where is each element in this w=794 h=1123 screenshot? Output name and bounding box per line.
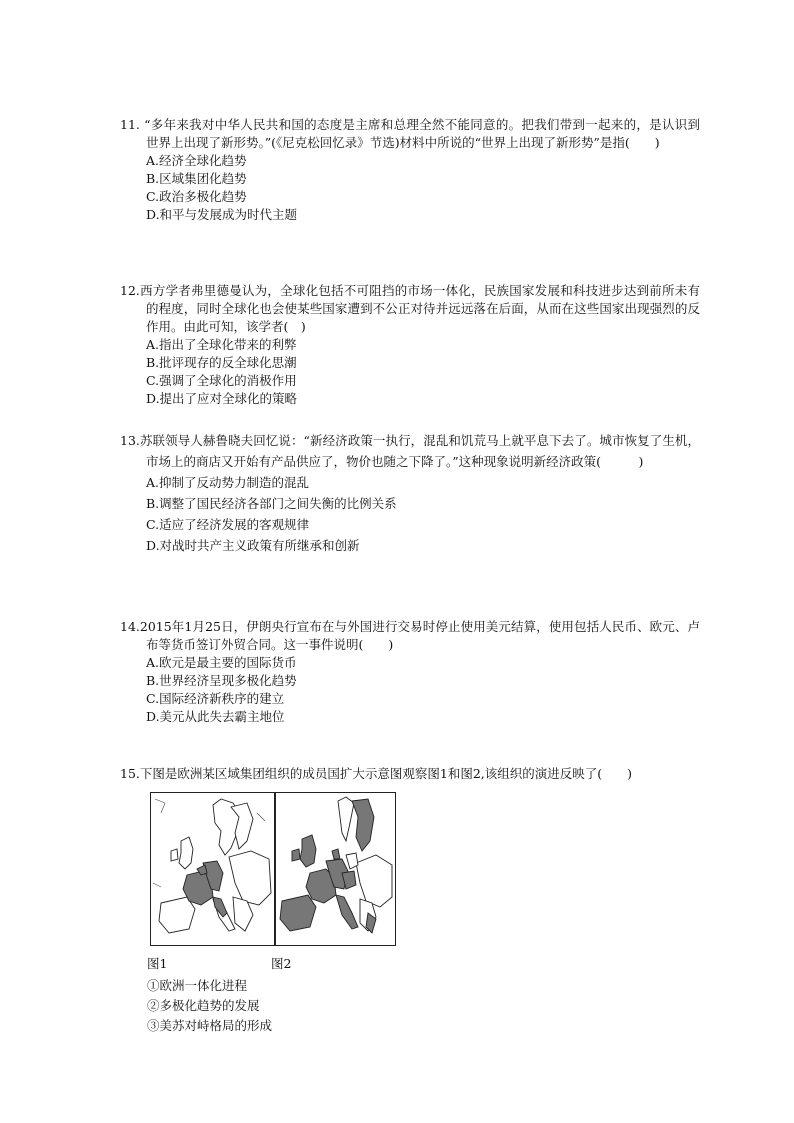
option-b: B.调整了国民经济各部门之间失衡的比例关系 [146, 496, 397, 511]
europe-map-figure-2 [276, 793, 395, 945]
option-a: A.欧元是最主要的国际货币 [146, 655, 297, 670]
europe-map-figure-1 [151, 793, 274, 945]
statement-1: ①欧洲一体化进程 [147, 978, 248, 993]
question-12 [120, 282, 700, 408]
question-stem: 15.下图是欧洲某区域集团组织的成员国扩大示意图观察图1和图2,该组织的演进反映了( ) [120, 766, 633, 781]
question-15 [120, 765, 700, 783]
figure-labels [147, 954, 291, 972]
statement-3: ③美苏对峙格局的形成 [147, 1018, 273, 1033]
option-d: D.对战时共产主义政策有所继承和创新 [146, 538, 360, 553]
question-stem: 13.苏联领导人赫鲁晓夫回忆说：“新经济政策一执行，混乱和饥荒马上就平息下去了。城市恢复了生机，市场上的商店又开始有产品供应了，物价也随之下降了。”这种现象说明新经济政策( ) [120, 433, 700, 469]
option-a: A.指出了全球化带来的利弊 [146, 337, 297, 352]
option-a: A.经济全球化趋势 [146, 153, 247, 168]
option-b: B.区域集团化趋势 [146, 171, 247, 186]
option-d: D.美元从此失去霸主地位 [146, 709, 285, 724]
option-c: C.国际经济新秩序的建立 [146, 691, 285, 706]
statement-list [147, 976, 272, 1036]
option-b: B.批评现存的反全球化思潮 [146, 355, 297, 370]
option-c: C.政治多极化趋势 [146, 189, 247, 204]
option-b: B.世界经济呈现多极化趋势 [146, 673, 297, 688]
question-14 [120, 618, 700, 726]
option-d: D.提出了应对全球化的策略 [146, 391, 298, 406]
option-c: C.适应了经济发展的客观规律 [146, 517, 310, 532]
figure-2-label: 图2 [271, 956, 292, 971]
option-c: C.强调了全球化的消极作用 [146, 373, 297, 388]
question-stem: 11. “多年来我对中华人民共和国的态度是主席和总理全然不能同意的。把我们带到一起来的，是认识到世界上出现了新形势。”(《尼克松回忆录》节选)材料中所说的“世界上出现了新形势”是指( ) [120, 117, 700, 150]
europe-maps-figure [150, 792, 396, 946]
statement-2: ②多极化趋势的发展 [147, 998, 260, 1013]
option-a: A.抑制了反动势力制造的混乱 [146, 475, 310, 490]
question-13 [120, 430, 700, 556]
question-11 [120, 116, 700, 224]
question-stem: 14.2015年1月25日，伊朗央行宣布在与外国进行交易时停止使用美元结算，使用包括人民币、欧元、卢布等货币签订外贸合同。这一事件说明( ) [120, 619, 700, 652]
question-stem: 12.西方学者弗里德曼认为，全球化包括不可阻挡的市场一体化，民族国家发展和科技进步达到前所未有的程度，同时全球化也会使某些国家遭到不公正对待并远远落在后面，从而在这些国家出现强烈的反作用。由此可知，该学者( ) [120, 283, 700, 334]
figure-1-label: 图1 [147, 956, 168, 971]
option-d: D.和平与发展成为时代主题 [146, 207, 298, 222]
